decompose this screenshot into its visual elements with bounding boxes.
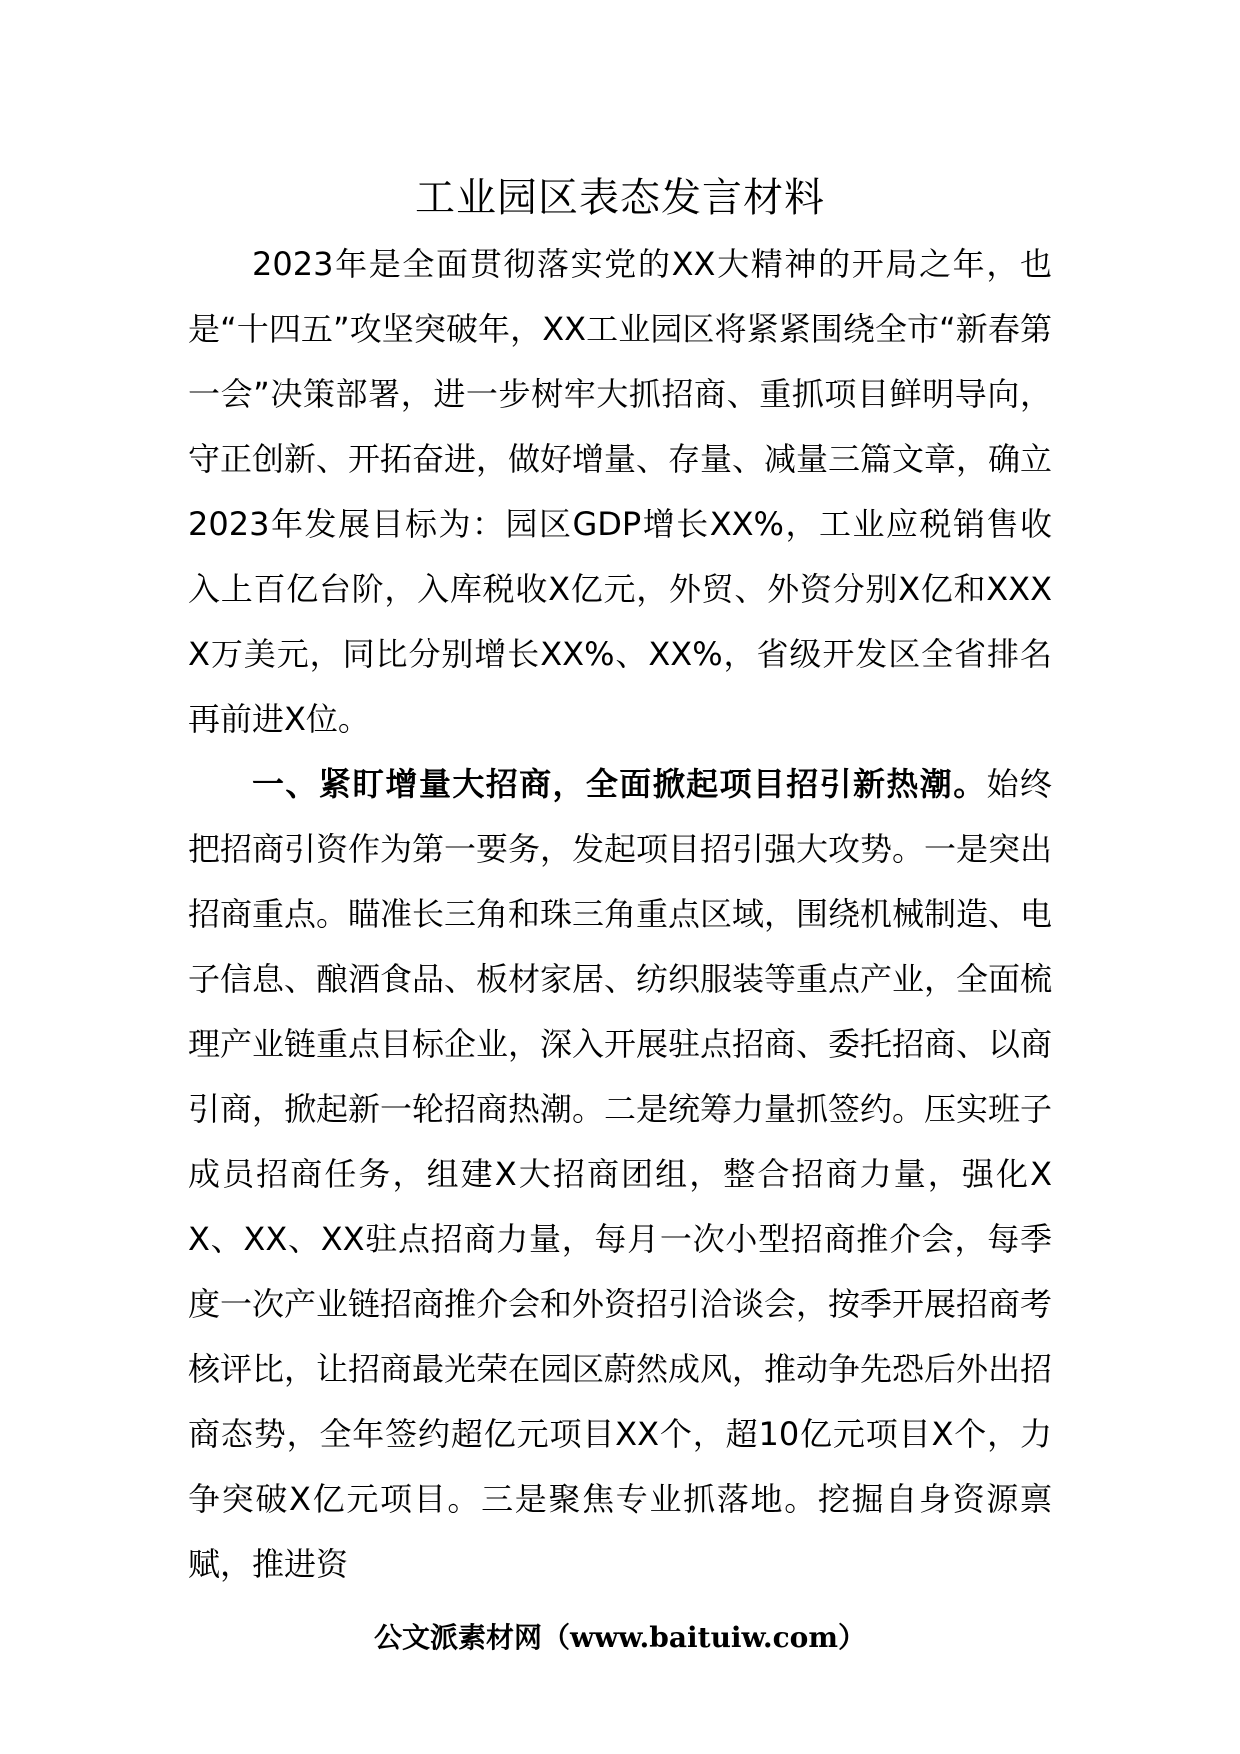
site-watermark: 公文派素材网（www.baituiw.com）	[374, 1621, 866, 1654]
document-title: 工业园区表态发言材料	[415, 175, 825, 221]
paragraph-intro: 2023年是全面贯彻落实党的XX大精神的开局之年，也是“十四五”攻坚突破年，XX工业园区将紧紧围绕全市“新春第一会”决策部署，进一步树牢大抓招商、重抓项目鲜明导向，守正创新、开拓奋进，做好增量、存量、减量三篇文章，确立2023年发展目标为：园区GDP增长XX%，工业应税销售收入上百亿台阶，入库税收X亿元，外贸、外资分别X亿和XXXX万美元，同比分别增长XX%、XX%，省级开发区全省排名再前进X位。	[188, 245, 1053, 738]
section-1-heading: 一、紧盯增量大招商，全面掀起项目招引新热潮。	[252, 765, 987, 803]
document-body	[188, 232, 1052, 1597]
paragraph-section-1	[188, 752, 1052, 1597]
section-1-body: 始终把招商引资作为第一要务，发起项目招引强大攻势。一是突出招商重点。瞄准长三角和珠三角重点区域，围绕机械制造、电子信息、酿酒食品、板材家居、纺织服装等重点产业，全面梳理产业链重点目标企业，深入开展驻点招商、委托招商、以商引商，掀起新一轮招商热潮。二是统筹力量抓签约。压实班子成员招商任务，组建X大招商团组，整合招商力量，强化XX、XX、XX驻点招商力量，每月一次小型招商推介会，每季度一次产业链招商推介会和外资招引洽谈会，按季开展招商考核评比，让招商最光荣在园区蔚然成风，推动争先恐后外出招商态势，全年签约超亿元项目XX个，超10亿元项目X个，力争突破X亿元项目。三是聚焦专业抓落地。挖掘自身资源禀赋，推进资	[188, 765, 1053, 1583]
